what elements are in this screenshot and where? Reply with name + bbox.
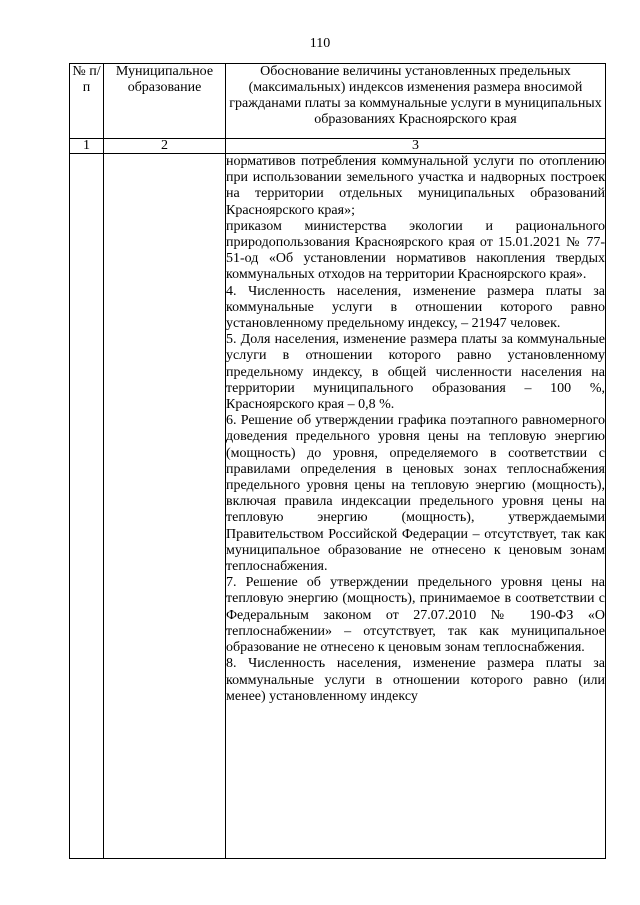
paragraph: 5. Доля населения, изменение размера платы за коммунальные услуги в отношении которого равно установленному предельному индексу, в общей численности населения на территории муниципального образования – 100 %, Красноярского края – 0,8 %. xyxy=(226,332,605,413)
cell-justification xyxy=(226,154,606,859)
header-justification: Обоснование величины установленных предельных (максимальных) индексов изменения размера вносимой гражданами платы за коммунальные услуги в муниципальных образованиях Красноярского края xyxy=(226,64,606,139)
column-number-row xyxy=(70,139,606,154)
paragraph: приказом министерства экологии и рационального природопользования Красноярского края от 15.01.2021 № 77-51-од «Об установлении нормативов накопления твердых коммунальных отходов на территории Красноярского края». xyxy=(226,218,605,283)
column-number-2: 2 xyxy=(104,139,226,154)
header-row-number: № п/п xyxy=(70,64,104,139)
cell-municipality xyxy=(104,154,226,859)
cell-row-number xyxy=(70,154,104,859)
paragraph: нормативов потребления коммунальной услуги по отоплению при использовании земельного участка и надворных построек на территории отдельных муниципальных образований Красноярского края»; xyxy=(226,154,605,218)
header-row xyxy=(70,64,606,139)
header-municipality: Муниципальное образование xyxy=(104,64,226,139)
table-row xyxy=(70,154,606,859)
column-number-3: 3 xyxy=(226,139,606,154)
justification-table xyxy=(69,63,606,859)
column-number-1: 1 xyxy=(70,139,104,154)
page-number: 110 xyxy=(309,36,331,51)
paragraph: 7. Решение об утверждении предельного уровня цены на тепловую энергию (мощность), принимаемое в соответствии с Федеральным законом от 27.07.2010 № 190-ФЗ «О теплоснабжении» – отсутствует, так как муниципальное образование не отнесено к ценовым зонам теплоснабжения. xyxy=(226,575,605,656)
paragraph: 4. Численность населения, изменение размера платы за коммунальные услуги в отношении которого равно установленному предельному индексу, – 21947 человек. xyxy=(226,283,605,332)
paragraph: 6. Решение об утверждении графика поэтапного равномерного доведения предельного уровня цены на тепловую энергию (мощность) до уровня, определяемого в соответствии с правилами определения в ценовых зонах теплоснабжения предельного уровня цены на тепловую энергию (мощность), включая правила индексации предельного уровня цены на тепловую энергию (мощность), утверждаемыми Правительством Российской Федерации – отсутствует, так как муниципальное образование не отнесено к ценовым зонам теплоснабжения. xyxy=(226,413,605,575)
paragraph: 8. Численность населения, изменение размера платы за коммунальные услуги в отношении которого равно (или менее) установленному индексу xyxy=(226,656,605,704)
